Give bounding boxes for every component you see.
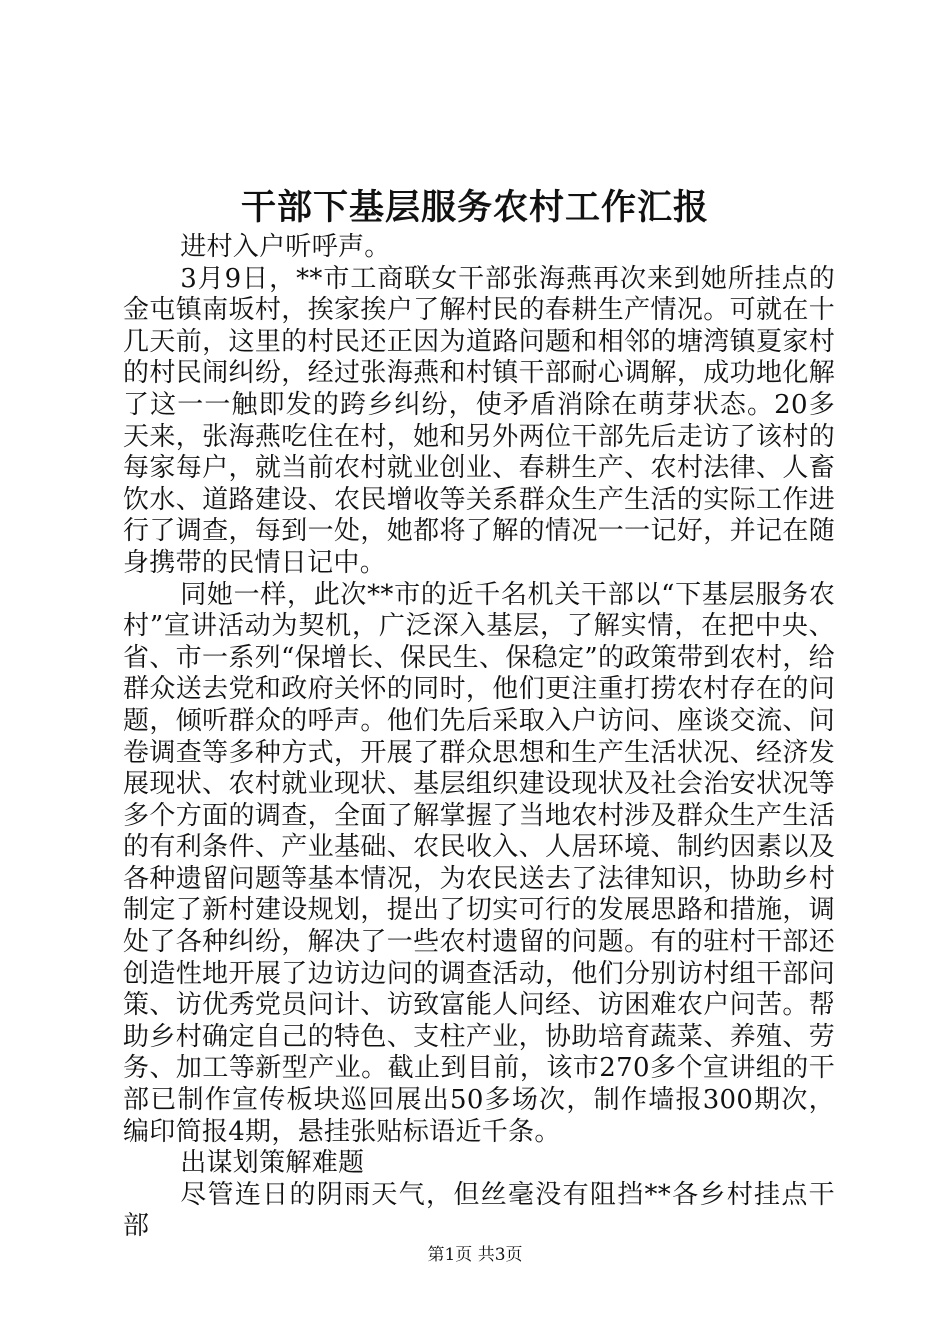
paragraph-zhang-haiyan: 3月9日，**市工商联女干部张海燕再次来到她所挂点的金屯镇南坂村，挨家挨户了解村民的春耕生产情况。可就在十几天前，这里的村民还正因为道路问题和相邻的塘湾镇夏家村的村民闹纠纷，经过张海燕和村镇干部耐心调解，成功地化解了这一一触即发的跨乡纠纷，使矛盾消除在萌芽状态。20多天来，张海燕吃住在村，她和另外两位干部先后走访了该村的每家每户，就当前农村就业创业、春耕生产、农村法律、人畜饮水、道路建设、农民增收等关系群众生产生活的实际工作进行了调查，每到一处，她都将了解的情况一一记好，并记在随身携带的民情日记中。 <box>123 263 835 578</box>
document-title: 干部下基层服务农村工作汇报 <box>240 187 709 228</box>
section-heading-solve-problems: 出谋划策解难题 <box>180 1148 365 1179</box>
section-heading-visit: 进村入户听呼声。 <box>180 232 391 262</box>
paragraph-rainy-weather: 尽管连日的阴雨天气，但丝毫没有阻挡**各乡村挂点干部 <box>123 1179 835 1242</box>
document-body <box>123 232 835 1243</box>
paragraph-cadres-activity: 同她一样，此次**市的近千名机关干部以“下基层服务农村”宣讲活动为契机，广泛深入基层，了解实情，在把中央、省、市一系列“保增长、保民生、保稳定”的政策带到农村，给群众送去党和政府关怀的同时，他们更注重打捞农村存在的问题，倾听群众的呼声。他们先后采取入户访问、座谈交流、问卷调查等多种方式，开展了群众思想和生产生活状况、经济发展现状、农村就业现状、基层组织建设现状及社会治安状况等多个方面的调查，全面了解掌握了当地农村涉及群众生产生活的有利条件、产业基础、农民收入、人居环境、制约因素以及各种遗留问题等基本情况，为农民送去了法律知识，协助乡村制定了新村建设规划，提出了切实可行的发展思路和措施，调处了各种纠纷，解决了一些农村遗留的问题。有的驻村干部还创造性地开展了边访边问的调查活动，他们分别访村组干部问策、访优秀党员问计、访致富能人问经、访困难农户问苦。帮助乡村确定自己的特色、支柱产业，协助培育蔬菜、养殖、劳务、加工等新型产业。截止到目前，该市270多个宣讲组的干部已制作宣传板块巡回展出50多场次，制作墙报300期次，编印简报4期，悬挂张贴标语近千条。 <box>123 579 835 1147</box>
page-number-footer: 第1页 共3页 <box>427 1245 523 1265</box>
